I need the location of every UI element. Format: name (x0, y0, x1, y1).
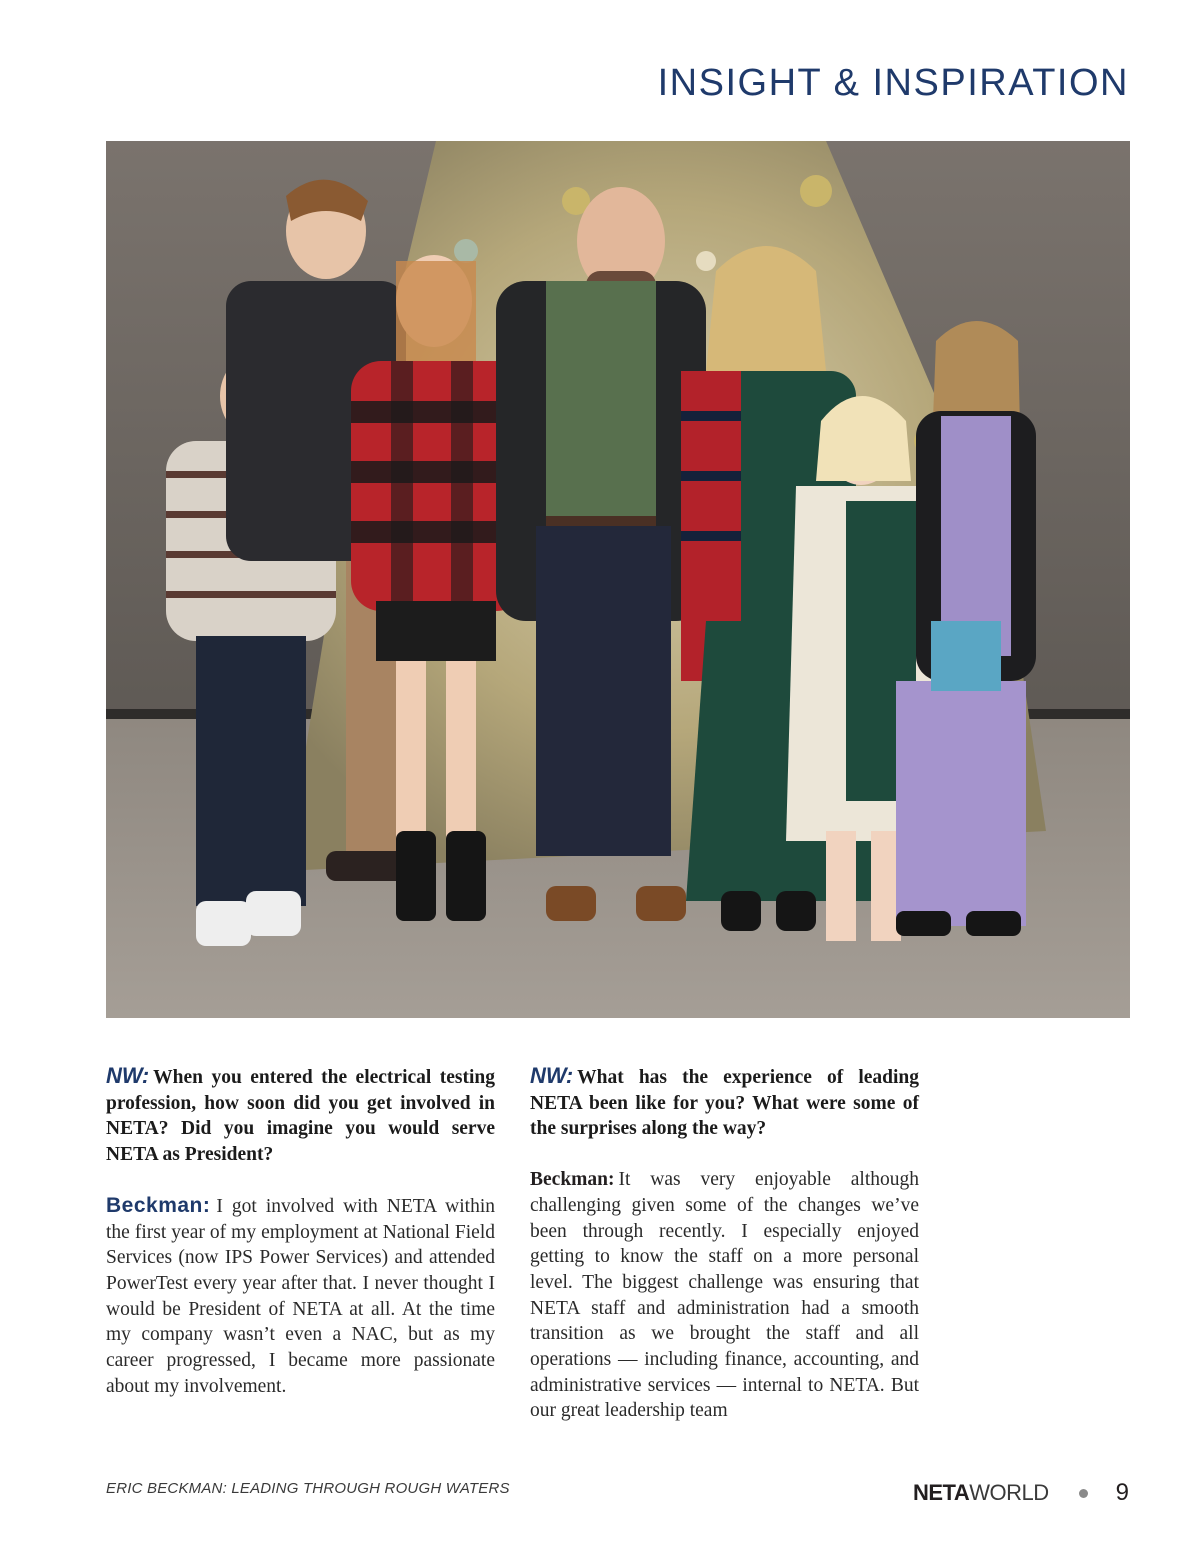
section-title: INSIGHT & INSPIRATION (657, 62, 1129, 104)
answer-speaker-left: Beckman: (106, 1193, 211, 1217)
left-column (106, 1063, 495, 1399)
family-photo (106, 141, 1130, 1018)
question-label-left: NW: (106, 1063, 150, 1088)
question-text-left: When you entered the electrical testing profession, how soon did you get involved in NETA? Did you imagine you would serve NETA as President? (106, 1067, 495, 1166)
brand-neta: NETA (912, 1480, 970, 1505)
page-number: 9 (1115, 1479, 1129, 1506)
footer-article-title: ERIC BECKMAN: LEADING THROUGH ROUGH WATERS (106, 1480, 510, 1497)
answer-text-left: I got involved with NETA within the first year of my employment at National Field Services (now IPS Power Services) and attended PowerTest every year after that. I never thought I would be President of NETA at all. At the time my company wasn’t even a NAC, but as my career progressed, I became more passionate about my involvement. (106, 1195, 495, 1397)
brand-world: WORLD (969, 1480, 1049, 1505)
right-column (530, 1063, 919, 1424)
question-left (106, 1063, 495, 1168)
footer-brand (913, 1478, 1129, 1508)
question-text-right: What has the experience of leading NETA been like for you? What were some of the surprises along the way? (530, 1067, 919, 1140)
family-photo-icon (106, 141, 1130, 1018)
answer-left (106, 1193, 495, 1400)
question-label-right: NW: (530, 1063, 574, 1088)
separator-dot-icon (1079, 1489, 1088, 1498)
answer-text-right: It was very enjoyable although challenging given some of the changes we’ve been through recently. I especially enjoyed getting to know the staff on a more personal level. The biggest challenge was ensuring that NETA staff and administration had a smooth transition as we brought the staff and all operations — including finance, accounting, and administrative services — internal to NETA. But our great leadership team (530, 1169, 919, 1422)
answer-speaker-right: Beckman: (530, 1169, 615, 1191)
answer-right (530, 1167, 919, 1424)
question-right (530, 1063, 919, 1142)
